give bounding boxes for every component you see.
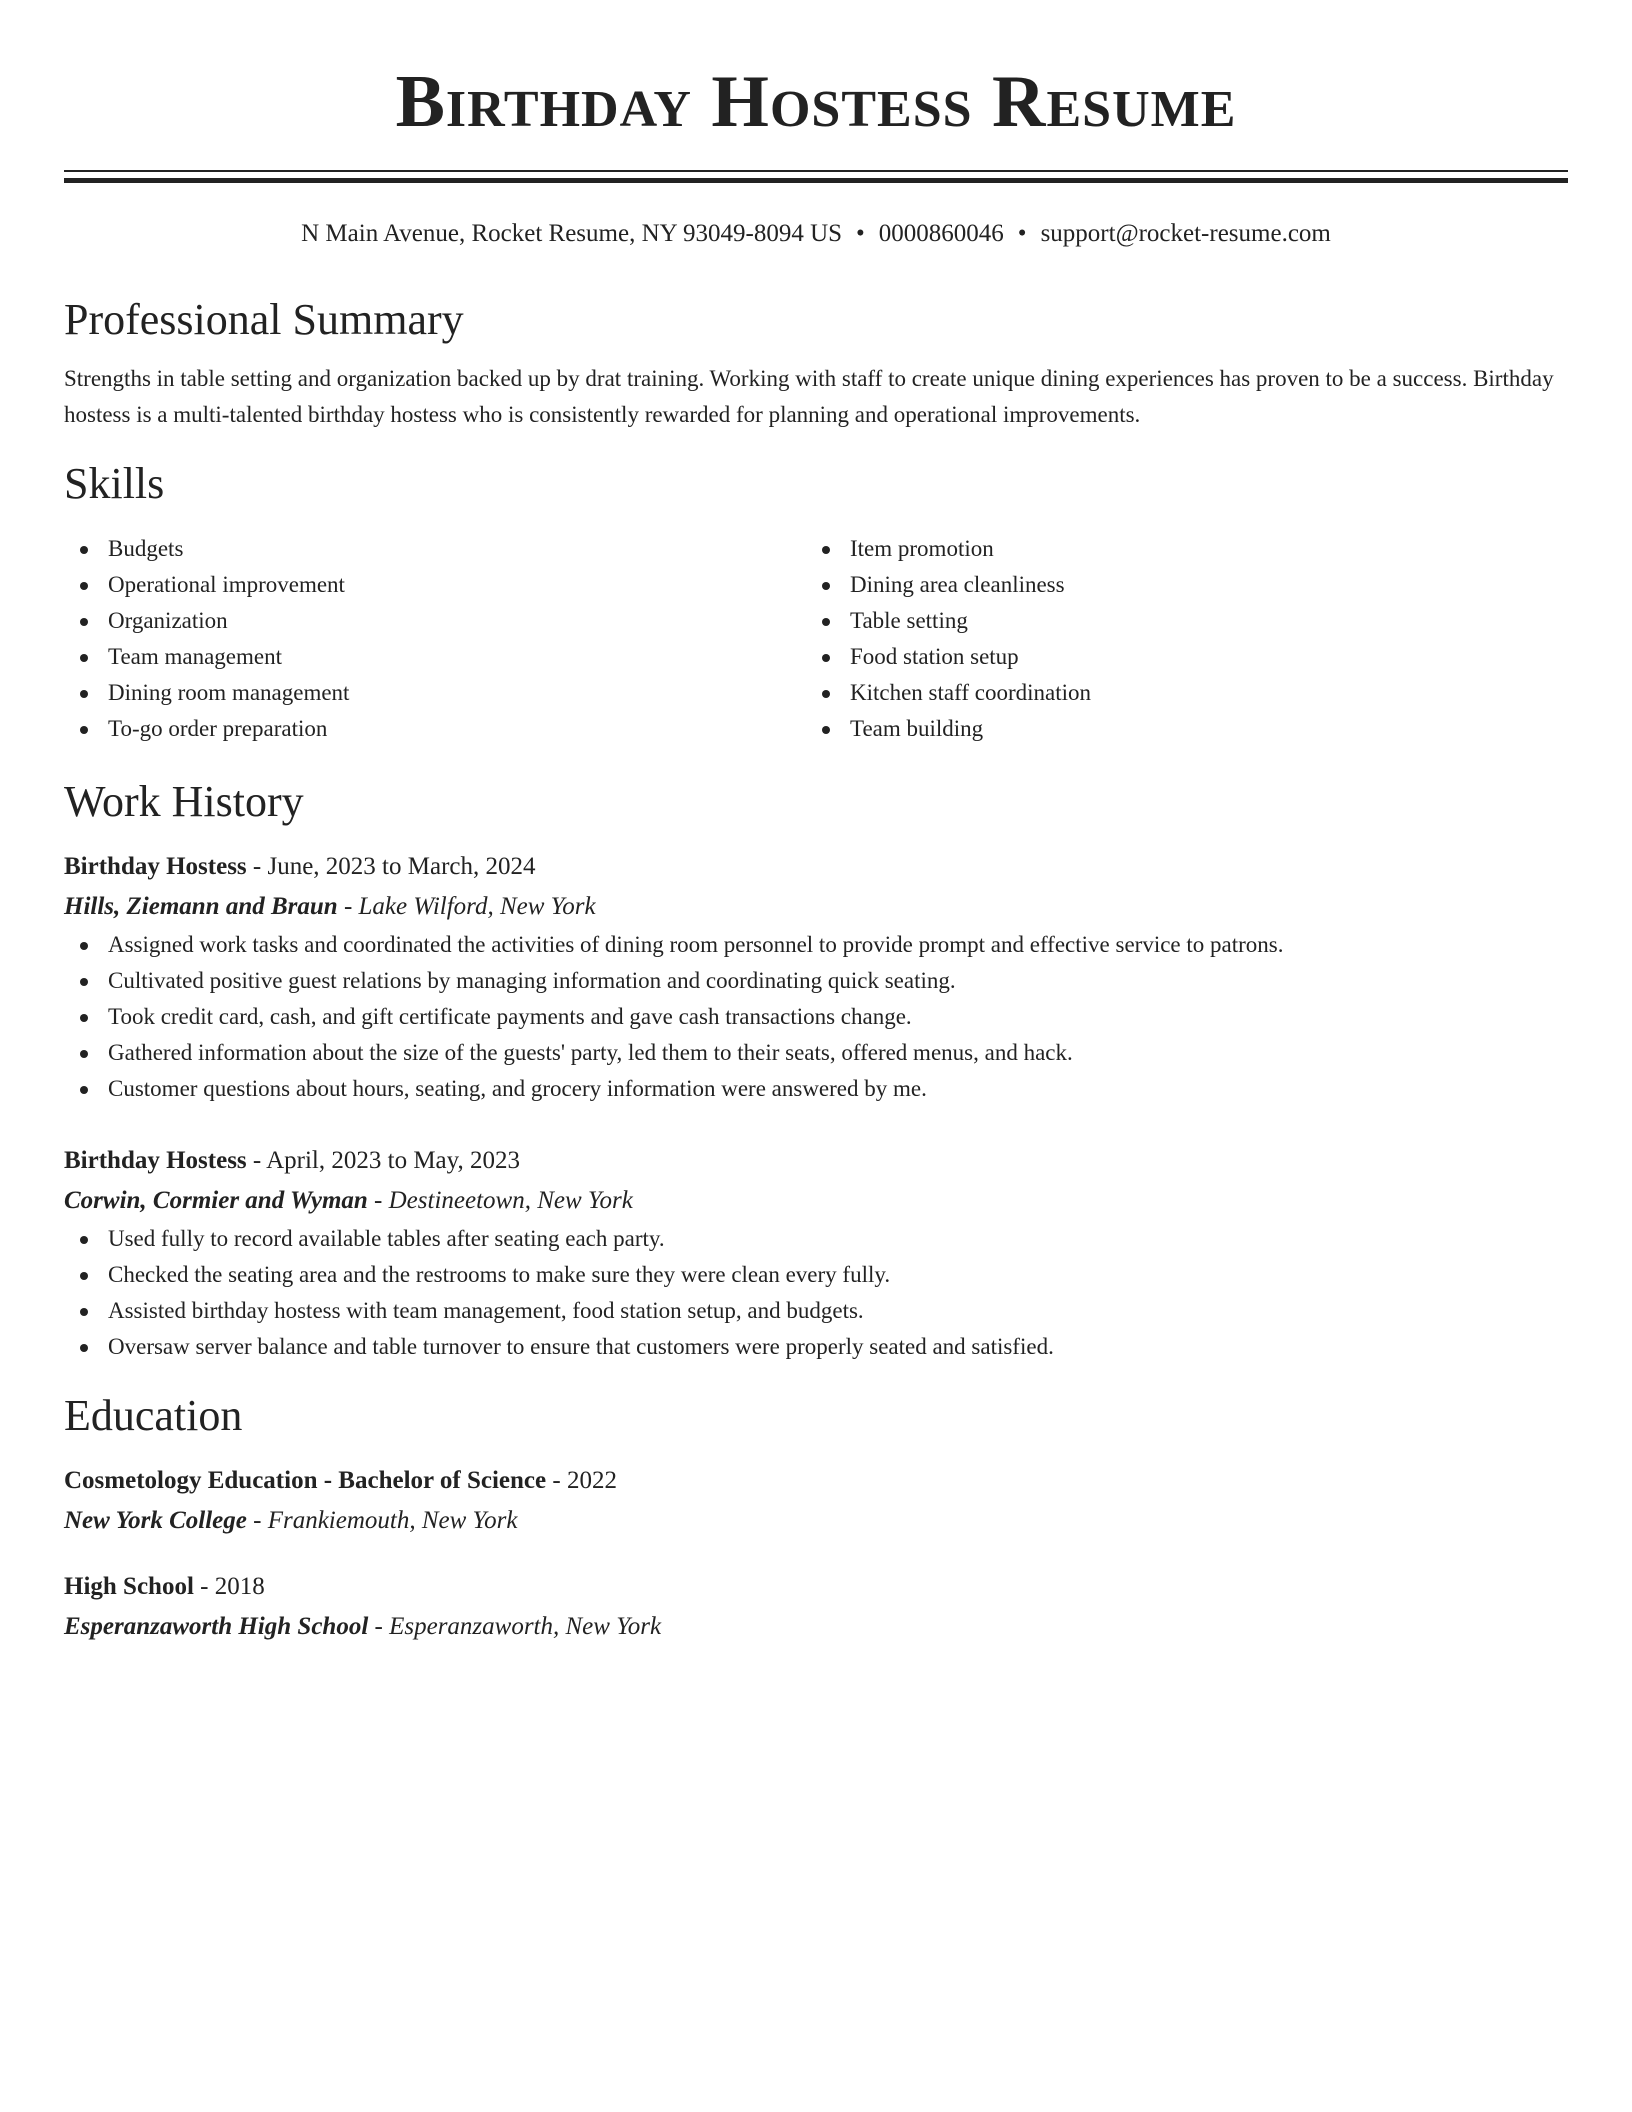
job-duties [64, 927, 1568, 1107]
education-dash: - [368, 1613, 390, 1640]
work-history-heading: Work History [64, 777, 304, 826]
skill-item: Food station setup [806, 639, 1548, 675]
job-title: Birthday Hostess [64, 1147, 247, 1174]
skill-item: Organization [64, 603, 806, 639]
job-location: Lake Wilford, New York [358, 893, 596, 920]
job-dates: June, 2023 to March, 2024 [267, 853, 536, 880]
contact-separator: • [856, 220, 865, 247]
education-year: 2018 [214, 1573, 265, 1600]
job-duty: Cultivated positive guest relations by managing information and coordinating quick seating. [64, 963, 1568, 999]
education-year: 2022 [566, 1467, 617, 1494]
resume-title: Birthday Hostess Resume [395, 61, 1237, 143]
job-duty: Checked the seating area and the restrooms to make sure they were clean every fully. [64, 1257, 1568, 1293]
education-location: Esperanzaworth, New York [389, 1613, 662, 1640]
education-dash: - [246, 1507, 268, 1534]
skill-item: Budgets [64, 531, 806, 567]
education-degree: High School [64, 1573, 194, 1600]
education-school: New York College [64, 1507, 247, 1534]
job-duty: Customer questions about hours, seating, and grocery information were answered by me. [64, 1071, 1568, 1107]
education-dash: - [193, 1573, 215, 1600]
education-heading: Education [64, 1391, 243, 1440]
skill-item: To-go order preparation [64, 711, 806, 747]
contact-address: N Main Avenue, Rocket Resume, NY 93049-8094 US [301, 220, 843, 247]
skill-item: Kitchen staff coordination [806, 675, 1548, 711]
education-institution [64, 1607, 1568, 1647]
job-title: Birthday Hostess [64, 853, 247, 880]
education-school: Esperanzaworth High School [64, 1613, 369, 1640]
education-dash: - [546, 1467, 567, 1494]
job-dash: - [337, 893, 359, 920]
job-duty: Assisted birthday hostess with team management, food station setup, and budgets. [64, 1293, 1568, 1329]
contact-line [64, 217, 1568, 251]
education-entry [64, 1567, 1568, 1647]
job-dash: - [367, 1187, 389, 1214]
contact-phone: 0000860046 [878, 220, 1004, 247]
job-duties [64, 1221, 1568, 1365]
skills-heading: Skills [64, 459, 165, 508]
skills-list [64, 531, 1568, 747]
skill-item: Item promotion [806, 531, 1548, 567]
job-duty: Gathered information about the size of the guests' party, led them to their seats, offered menus, and hack. [64, 1035, 1568, 1071]
job-employer [64, 887, 1568, 927]
skill-item: Table setting [806, 603, 1548, 639]
skill-item: Dining room management [64, 675, 806, 711]
skills-column-right [806, 531, 1548, 747]
education-header [64, 1461, 1568, 1501]
job-header [64, 847, 1568, 887]
job-entry [64, 847, 1568, 1107]
summary-heading: Professional Summary [64, 295, 464, 344]
contact-separator: • [1017, 220, 1027, 247]
job-duty: Took credit card, cash, and gift certificate payments and gave cash transactions change. [64, 999, 1568, 1035]
education-institution [64, 1501, 1568, 1541]
title-divider-thin [64, 170, 1568, 172]
skill-item: Team building [806, 711, 1548, 747]
job-employer [64, 1181, 1568, 1221]
education-entry [64, 1461, 1568, 1541]
skills-column-left [64, 531, 806, 747]
education-degree: Cosmetology Education - Bachelor of Science [64, 1467, 547, 1494]
skill-item: Operational improvement [64, 567, 806, 603]
job-dash: - [246, 1147, 267, 1174]
job-company: Corwin, Cormier and Wyman [64, 1187, 368, 1214]
education-header [64, 1567, 1568, 1607]
summary-text: Strengths in table setting and organization backed up by drat training. Working with staff to create unique dining experiences has proven to be a success. Birthday hostess is a multi-talented birthday hostess who is consistently rewarded for planning and operational improvements. [64, 366, 1554, 427]
job-duty: Assigned work tasks and coordinated the activities of dining room personnel to provide prompt and effective service to patrons. [64, 927, 1568, 963]
skill-item: Team management [64, 639, 806, 675]
job-dash: - [246, 853, 268, 880]
job-duty: Oversaw server balance and table turnover to ensure that customers were properly seated and satisfied. [64, 1329, 1568, 1365]
contact-email: support@rocket-resume.com [1040, 220, 1331, 247]
job-header [64, 1141, 1568, 1181]
skill-item: Dining area cleanliness [806, 567, 1548, 603]
job-location: Destineetown, New York [388, 1187, 633, 1214]
job-entry [64, 1141, 1568, 1365]
job-dates: April, 2023 to May, 2023 [266, 1147, 521, 1174]
job-duty: Used fully to record available tables after seating each party. [64, 1221, 1568, 1257]
education-location: Frankiemouth, New York [267, 1507, 518, 1534]
title-divider-thick [64, 178, 1568, 183]
job-company: Hills, Ziemann and Braun [64, 893, 338, 920]
